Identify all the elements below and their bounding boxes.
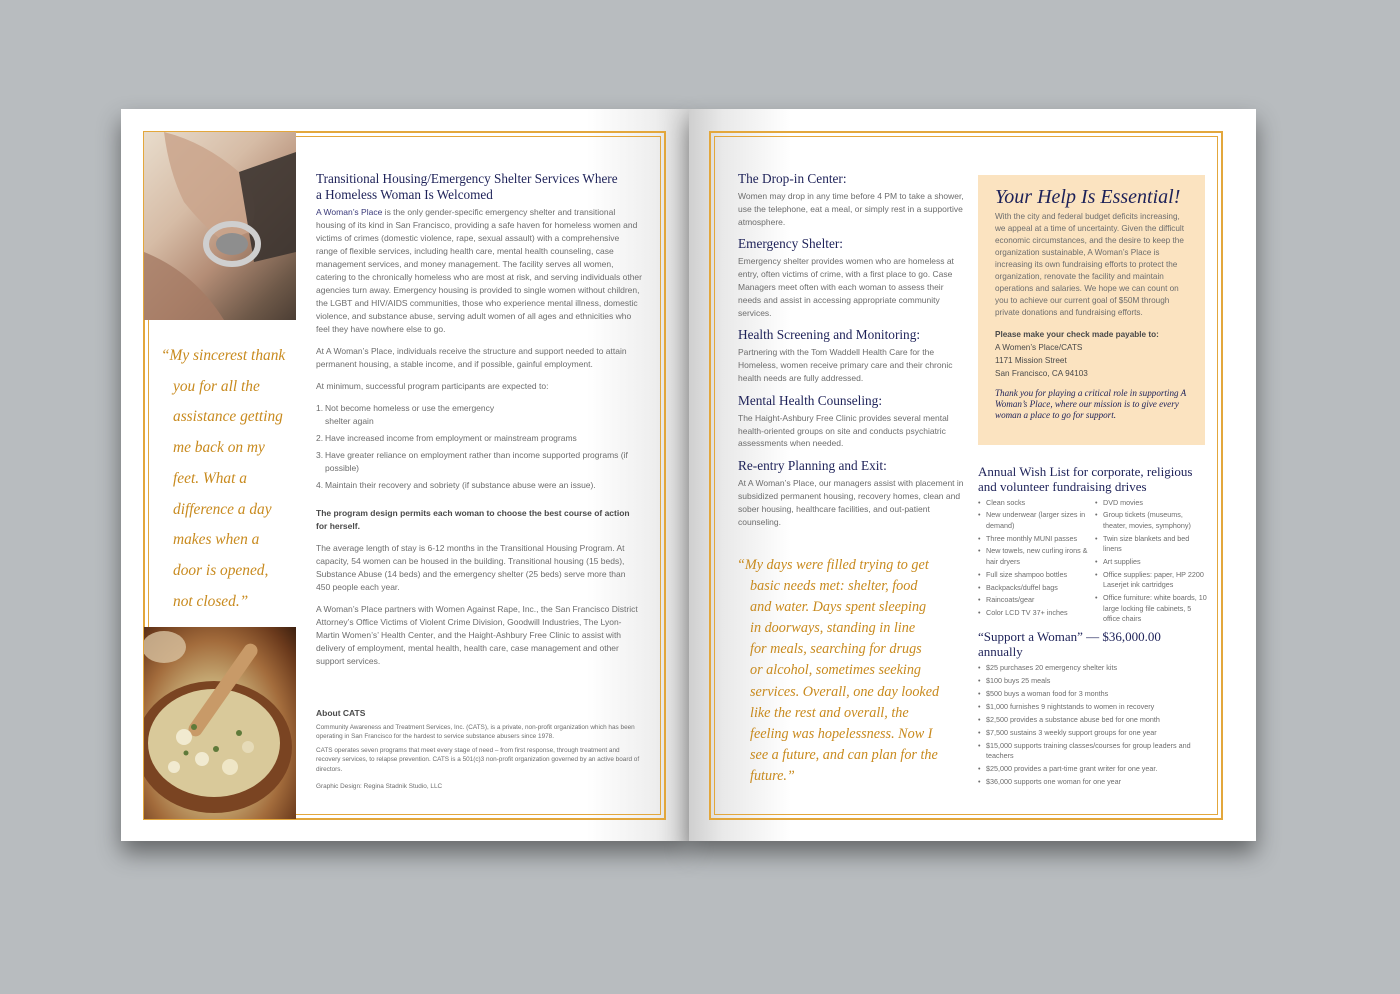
quote-line: see a future, and can plan for the bbox=[750, 746, 938, 763]
service-heading: The Drop-in Center: bbox=[738, 171, 847, 186]
service-section bbox=[738, 393, 964, 450]
about-paragraph: CATS operates seven programs that meet every stage of need – from first response, through treatment and recovery services, to relapse prevention. CATS is a 501(c)3 non-profit organization governed by an active board of directors. bbox=[316, 746, 640, 773]
quote-line: difference a day bbox=[173, 500, 272, 518]
wish-heading-line1: Annual Wish List for corporate, religious bbox=[978, 464, 1193, 479]
help-title: Your Help Is Essential! bbox=[995, 186, 1181, 208]
thank-you-note: Thank you for playing a critical role in supporting A Woman’s Place, where our mission is to give every woman a place to go for support. bbox=[995, 388, 1187, 420]
wish-item: • Art supplies bbox=[1095, 556, 1141, 566]
payment-address bbox=[995, 328, 1190, 380]
quote-line: me back on my bbox=[173, 439, 265, 457]
list-item: 2. Have increased income from employment or mainstream programs bbox=[316, 433, 577, 444]
service-heading: Emergency Shelter: bbox=[738, 236, 843, 252]
wish-item: • Group tickets (museums, theater, movies, symphony) bbox=[1095, 510, 1191, 530]
left-title-line2: a Homeless Woman Is Welcomed bbox=[316, 186, 493, 202]
wish-column bbox=[978, 498, 1095, 627]
quote-line: future.” bbox=[750, 767, 795, 784]
intro-lead: A Woman’s Place bbox=[316, 207, 383, 218]
service-section bbox=[738, 171, 964, 228]
support-heading-line2: annually bbox=[978, 643, 1023, 659]
wish-item: • New towels, new curling irons & hair dryers bbox=[978, 546, 1088, 566]
left-title-line1: Transitional Housing/Emergency Shelter Services Where bbox=[316, 171, 618, 186]
quote-line: services. Overall, one day looked bbox=[750, 683, 940, 700]
service-text: Partnering with the Tom Waddell Health Care for the Homeless, women receive primary care and their chronic health needs are fully addressed. bbox=[738, 347, 953, 383]
donation-item: • $25 purchases 20 emergency shelter kits bbox=[978, 662, 1118, 672]
wish-item: • Three monthly MUNI passes bbox=[978, 533, 1078, 543]
service-heading: Health Screening and Monitoring: bbox=[738, 327, 921, 343]
service-heading: Mental Health Counseling: bbox=[738, 392, 883, 408]
donation-item: • $25,000 provides a part-time grant writer for one year. bbox=[978, 763, 1158, 773]
paragraph: The average length of stay is 6-12 months in the Transitional Housing Program. At capacity, 54 women can be housed in the building. Transitional housing (15 beds), Substance Abuse (14 beds) and the emergency shelter (25 beds) serve more than 450 people each year. bbox=[316, 543, 626, 593]
soup-photo bbox=[144, 627, 296, 819]
quote-line: you for all the bbox=[173, 377, 260, 395]
wish-heading bbox=[978, 465, 1208, 495]
donation-levels bbox=[978, 663, 1208, 787]
service-text: Women may drop in any time before 4 PM to take a shower, use the telephone, eat a meal, or simply rest in a supportive atmosphere. bbox=[738, 191, 964, 227]
wish-item: • Clean socks bbox=[978, 497, 1026, 507]
quote-line: or alcohol, sometimes seeking bbox=[750, 662, 922, 679]
wish-item: • Full size shampoo bottles bbox=[978, 569, 1068, 579]
wish-item: • Raincoats/gear bbox=[978, 595, 1035, 605]
wish-item: • Office furniture: white boards, 10 large locking file cabinets, 5 office chairs bbox=[1095, 593, 1207, 624]
paragraph: A Woman’s Place partners with Women Against Rape, Inc., the San Francisco District Attorney’s Office Victims of Violent Crime Division, Goodwill Industries, The Lyon-Martin Women’s’ Health Center, and the Haight-Ashbury Free Clinic to assist with delivery of employment, mental health, health care, case management and other support services. bbox=[316, 604, 638, 667]
donation-item: • $36,000 supports one woman for one year bbox=[978, 776, 1122, 786]
about-heading: About CATS bbox=[316, 708, 366, 718]
support-a-woman bbox=[978, 630, 1208, 790]
left-page bbox=[121, 109, 689, 841]
service-section bbox=[738, 236, 964, 319]
list-item: 3. Have greater reliance on employment rather than income supported programs (if possible) bbox=[316, 450, 628, 474]
quote-line: and water. Days spent sleeping bbox=[750, 599, 927, 616]
donation-item: • $2,500 provides a substance abuse bed for one month bbox=[978, 714, 1160, 724]
service-section bbox=[738, 327, 964, 384]
service-text: The Haight-Ashbury Free Clinic provides several mental health-oriented groups on site and conducts psychiatric assessments when needed. bbox=[738, 412, 949, 449]
pull-quote-right bbox=[737, 555, 972, 787]
quote-line: feeling was hopelessness. Now I bbox=[750, 725, 933, 742]
quote-line: like the rest and overall, the bbox=[750, 704, 909, 721]
donation-item: • $7,500 sustains 3 weekly support groups for one year bbox=[978, 727, 1157, 737]
left-title bbox=[316, 171, 642, 202]
about-paragraph: Community Awareness and Treatment Services, Inc. (CATS), is a private, non-profit organization which has been operating in San Francisco for the hardest to service substance abusers since 1978. bbox=[316, 723, 635, 740]
about-cats bbox=[316, 709, 642, 792]
list-item: 4. Maintain their recovery and sobriety (if substance abuse were an issue). bbox=[316, 480, 596, 491]
service-section bbox=[738, 458, 964, 528]
wish-heading-line2: and volunteer fundraising drives bbox=[978, 478, 1147, 494]
service-text: At A Woman’s Place, our managers assist with placement in subsidized permanent housing, recovery homes, clean and sober housing, healthcare facilities, and out-patient counseling. bbox=[738, 478, 964, 527]
intro-text: is the only gender-specific emergency shelter and transitional housing of its kind in San Francisco, providing a safe haven for homeless women and victims of crimes (domestic violence, rape, sexual assault) with a comprehensive range of flexible services, including health care, mental health counseling, case management services, and money management. The facility serves all women, catering to the chronically homeless who are most at risk, and serving individuals other agencies turn away. Emergency housing is provided to single women without children, the LGBT and HIV/AIDS communities, those who experience mental illness, domestic violence, and substance abuse, serving adult women of all ages and ethnicities who feel they have nowhere else to go. bbox=[316, 207, 642, 335]
wish-item: • Twin size blankets and bed linens bbox=[1095, 533, 1190, 554]
wish-columns bbox=[978, 498, 1208, 627]
quote-line: in doorways, standing in line bbox=[750, 620, 916, 637]
help-callout-box bbox=[978, 175, 1205, 445]
service-text: Emergency shelter provides women who are homeless at entry, often victims of crime, with a first place to go. Case Managers meet often with each woman to assess their needs and assist in accessing appropriate community services. bbox=[738, 256, 954, 318]
right-page bbox=[689, 109, 1256, 841]
quote-line: for meals, searching for drugs bbox=[750, 641, 922, 658]
bold-paragraph: The program design permits each woman to choose the best course of action for herself. bbox=[316, 508, 630, 532]
donation-item: • $100 buys 25 meals bbox=[978, 675, 1051, 685]
quote-line: “My sincerest thank bbox=[161, 347, 286, 364]
address-line: 1171 Mission Street bbox=[995, 356, 1067, 365]
list-item: 1. Not become homeless or use the emergency shelter again bbox=[316, 403, 495, 427]
payable-label: Please make your check made payable to: bbox=[995, 330, 1159, 339]
stethoscope-photo bbox=[144, 132, 296, 320]
help-body: With the city and federal budget deficits increasing, we appeal at a time of uncertainty. Given the difficult economic circumstances, and the desire to keep the organization sustainable, A Woman’s Place is increasing its own fundraising efforts to protect the organization, renovate the facility and maintain operations and salaries. We hope we can count on you to achieve our current goal of $50M through private donations and fundraising efforts. bbox=[995, 212, 1185, 317]
donation-item: • $1,000 furnishes 9 nightstands to women in recovery bbox=[978, 701, 1155, 711]
wish-item: • Backpacks/duffel bags bbox=[978, 582, 1058, 592]
paragraph: At A Woman’s Place, individuals receive the structure and support needed to attain permanent housing, a stable income, and if possible, gainful employment. bbox=[316, 346, 627, 370]
address-line: A Women’s Place/CATS bbox=[995, 343, 1083, 352]
wish-list bbox=[978, 465, 1208, 627]
services-column bbox=[738, 171, 964, 528]
quote-line: not closed.” bbox=[173, 592, 249, 610]
wish-item: • Color LCD TV 37+ inches bbox=[978, 608, 1068, 618]
address-line: San Francisco, CA 94103 bbox=[995, 369, 1088, 378]
wish-item: • New underwear (larger sizes in demand) bbox=[978, 510, 1086, 530]
left-main-column bbox=[316, 171, 642, 677]
quote-line: feet. What a bbox=[173, 469, 247, 487]
wish-column bbox=[1095, 498, 1208, 627]
support-heading-line1: “Support a Woman” — $36,000.00 bbox=[978, 629, 1161, 644]
donation-item: • $15,000 supports training classes/courses for group leaders and teachers bbox=[978, 740, 1191, 760]
pull-quote-left bbox=[161, 341, 291, 617]
donation-item: • $500 buys a woman food for 3 months bbox=[978, 688, 1109, 698]
quote-line: makes when a bbox=[173, 531, 260, 549]
support-heading bbox=[978, 630, 1208, 660]
wish-item: • DVD movies bbox=[1095, 497, 1143, 507]
quote-line: basic needs met: shelter, food bbox=[750, 578, 918, 595]
quote-line: door is opened, bbox=[173, 561, 269, 579]
design-credit: Graphic Design: Regina Stadnik Studio, LLC bbox=[316, 783, 443, 790]
expectations-list bbox=[316, 402, 642, 492]
paragraph: At minimum, successful program participants are expected to: bbox=[316, 381, 549, 392]
quote-line: assistance getting bbox=[173, 408, 283, 426]
intro-paragraph bbox=[316, 206, 642, 336]
service-heading: Re-entry Planning and Exit: bbox=[738, 458, 887, 474]
wish-item: • Office supplies: paper, HP 2200 Laserjet ink cartridges bbox=[1095, 569, 1204, 590]
quote-line: “My days were filled trying to get bbox=[737, 557, 929, 573]
